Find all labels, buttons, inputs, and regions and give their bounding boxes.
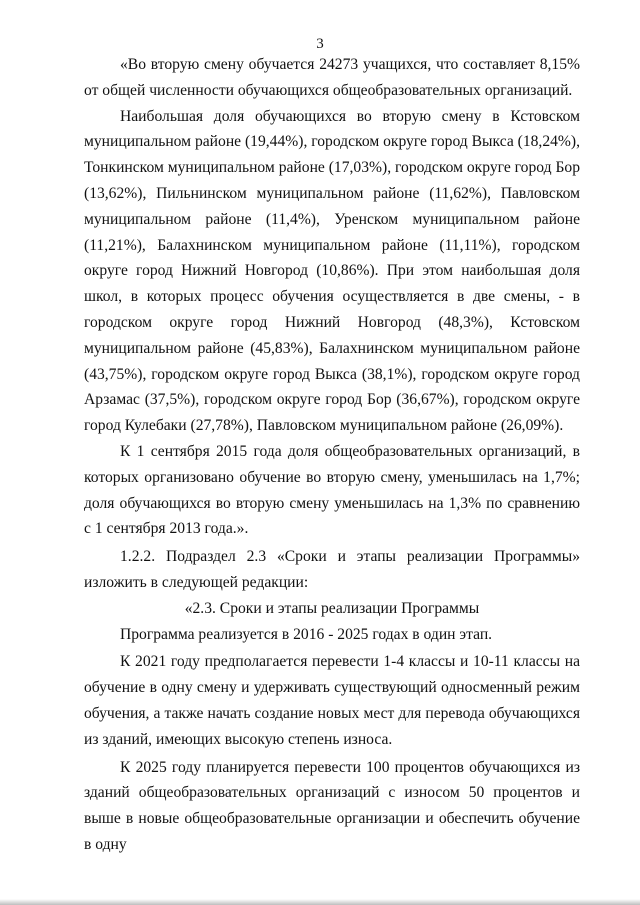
page-number: 3 [316,36,324,52]
section-heading-2-3: «2.3. Сроки и этапы реализации Программы [184,599,480,617]
page-bottom-edge [0,899,640,905]
document-body [84,52,580,858]
paragraph-program-period: Программа реализуется в 2016 - 2025 годах в один этап. [120,625,493,643]
paragraph-second-shift-share: «Во вторую смену обучается 24273 учащихся, что составляет 8,15% от общей численности обучающихся общеобразовательных организаций. [84,56,580,99]
paragraph-2015-reduction: К 1 сентября 2015 года доля общеобразовательных организаций, в которых организовано обучение во вторую смену, уменьшилась на 1,7%; доля обучающихся во вторую смену уменьшилась на 1,3% по сравнению с 1 сентября 2013 года.». [84,442,580,538]
paragraph-2025-plan: К 2025 году планируется перевести 100 процентов обучающихся из зданий общеобразовательных организаций с износом 50 процентов и выше в новые общеобразовательные организации и обеспечить обучение в одну [84,758,580,853]
paragraph-subsection-amendment: 1.2.2. Подраздел 2.3 «Сроки и этапы реализации Программы» изложить в следующей редакции: [84,548,580,591]
paragraph-largest-share-by-district: Наибольшая доля обучающихся во вторую смену в Кстовском муниципальном районе (19,44%), городском округе город Выкса (18,24%), Тонкинском муниципальном районе (17,03%), городском округе город Бор (13,62%), Пильнинском муниципальном районе (11,62%), Павловском муниципальном районе (11,4%), Уренском муниципальном районе (11,21%), Балахнинском муниципальном районе (11,11%), городском округе город Нижний Новгород (10,86%). При этом наибольшая доля школ, в которых процесс обучения осуществляется в две смены, - в городском округе город Нижний Новгород (48,3%), Кстовском муниципальном районе (45,83%), Балахнинском муниципальном районе (43,75%), городском округе город Выкса (38,1%), городском округе город Арзамас (37,5%), городском округе город Бор (36,67%), городском округе город Кулебаки (27,78%), Павловском муниципальном районе (26,09%). [84,107,580,435]
paragraph-2021-plan: К 2021 году предполагается перевести 1-4 классы и 10-11 классы на обучение в одну смену и удерживать существующий односменный режим обучения, а также начать создание новых мест для перевода обучающихся из зданий, имеющих высокую степень износа. [84,653,580,748]
